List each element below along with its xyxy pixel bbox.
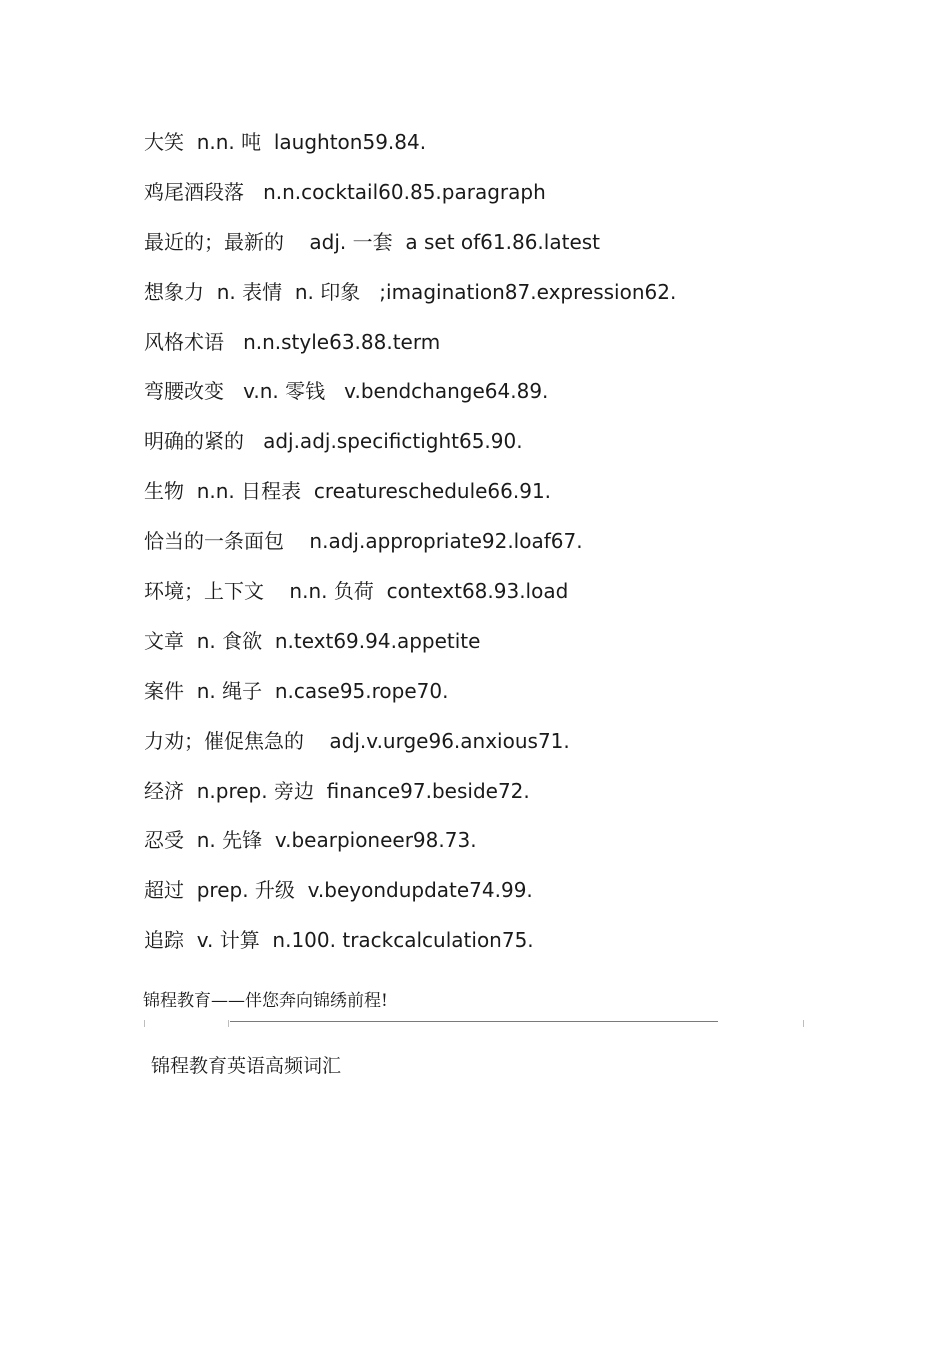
vocab-line: 忍受 n. 先锋 v.bearpioneer98.73. bbox=[144, 828, 477, 853]
footer-slogan: 锦程教育——伴您奔向锦绣前程! bbox=[143, 991, 388, 1011]
vocab-line: 案件 n. 绳子 n.case95.rope70. bbox=[144, 678, 449, 703]
page-header-title: 锦程教育英语高频词汇 bbox=[151, 1055, 342, 1077]
vocab-line: 力劝；催促焦急的 adj.v.urge96.anxious71. bbox=[144, 728, 570, 753]
vocabulary-list bbox=[144, 126, 676, 974]
vocab-line: 大笑 n.n. 吨 laughton59.84. bbox=[144, 130, 427, 154]
vocab-line: 弯腰改变 v.n. 零钱 v.bendchange64.89. bbox=[144, 379, 549, 404]
vocab-line: 恰当的一条面包 n.adj.appropriate92.loaf67. bbox=[144, 529, 583, 554]
footer-divider bbox=[230, 1021, 718, 1022]
vocab-line: 环境；上下文 n.n. 负荷 context68.93.load bbox=[144, 579, 569, 604]
page-margin-tick bbox=[144, 1020, 145, 1027]
page-margin-tick bbox=[228, 1020, 229, 1027]
page-margin-tick bbox=[803, 1020, 804, 1027]
vocab-line: 风格术语 n.n.style63.88.term bbox=[144, 329, 441, 354]
vocab-line: 文章 n. 食欲 n.text69.94.appetite bbox=[144, 628, 481, 653]
vocab-line: 生物 n.n. 日程表 creatureschedule66.91. bbox=[144, 479, 552, 504]
vocab-line: 鸡尾酒段落 n.n.cocktail60.85.paragraph bbox=[144, 179, 546, 204]
vocab-line: 经济 n.prep. 旁边 finance97.beside72. bbox=[144, 778, 530, 803]
vocab-line: 想象力 n. 表情 n. 印象 ;imagination87.expression62. bbox=[144, 279, 677, 304]
vocab-line: 超过 prep. 升级 v.beyondupdate74.99. bbox=[144, 878, 533, 903]
vocab-line: 最近的；最新的 adj. 一套 a set of61.86.latest bbox=[144, 229, 601, 254]
vocab-line: 明确的紧的 adj.adj.specifictight65.90. bbox=[144, 429, 523, 454]
vocab-line: 追踪 v. 计算 n.100. trackcalculation75. bbox=[144, 928, 534, 953]
